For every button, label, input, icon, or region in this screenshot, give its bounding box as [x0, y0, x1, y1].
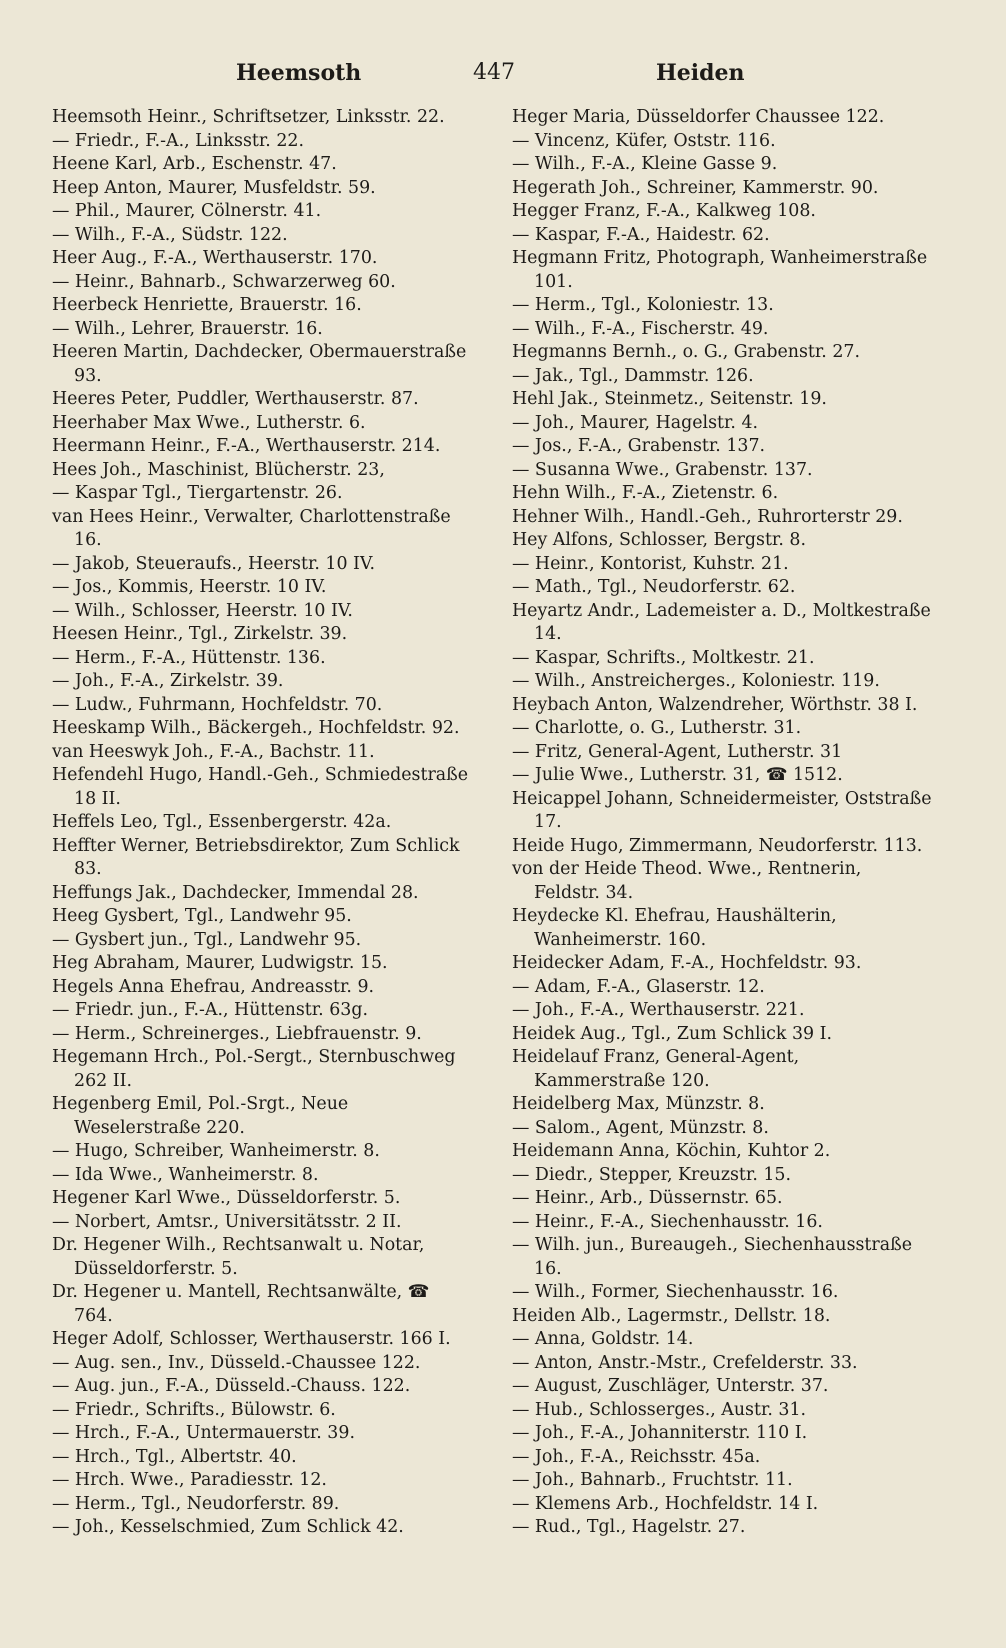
directory-entry: — Herm., Tgl., Neudorferstr. 89.: [52, 1493, 340, 1514]
left-column: [52, 106, 470, 1626]
directory-entry: Heidecker Adam, F.-A., Hochfeldstr. 93.: [512, 953, 862, 973]
directory-entry: — August, Zuschläger, Unterstr. 37.: [512, 1376, 829, 1396]
directory-entry: — Ludw., Fuhrmann, Hochfeldstr. 70.: [52, 694, 383, 715]
directory-entry: — Joh., F.-A., Reichsstr. 45a.: [512, 1446, 761, 1467]
directory-entry: Heybach Anton, Walzendreher, Wörthstr. 38 I.: [512, 694, 918, 715]
directory-entry: Heyartz Andr., Lademeister a. D., Moltkestraße 14.: [512, 600, 931, 644]
directory-entry: — Wilh., F.-A., Südstr. 122.: [52, 224, 288, 245]
directory-entry: — Joh., F.-A., Zirkelstr. 39.: [52, 671, 284, 691]
directory-entry: — Friedr., Schrifts., Bülowstr. 6.: [52, 1399, 336, 1420]
directory-entry: — Adam, F.-A., Glaserstr. 12.: [512, 976, 765, 997]
directory-entry: — Susanna Wwe., Grabenstr. 137.: [512, 459, 813, 480]
directory-entry: — Joh., F.-A., Werthauserstr. 221.: [512, 1000, 805, 1020]
directory-entry: Heidek Aug., Tgl., Zum Schlick 39 I.: [512, 1023, 833, 1044]
directory-entry: — Jakob, Steueraufs., Heerstr. 10 IV.: [52, 553, 375, 574]
directory-entry: Hegenberg Emil, Pol.-Srgt., Neue Weselerstraße 220.: [52, 1094, 349, 1138]
directory-entry: — Heinr., Arb., Düssernstr. 65.: [512, 1188, 783, 1208]
directory-entry: Dr. Hegener u. Mantell, Rechtsanwälte, ☎ 764.: [52, 1282, 430, 1326]
directory-entry: Hegener Karl Wwe., Düsseldorferstr. 5.: [52, 1188, 401, 1208]
page-number: 447: [473, 60, 515, 85]
directory-entry: Hehner Wilh., Handl.-Geh., Ruhrorterstr 29.: [512, 506, 903, 527]
directory-entry: — Diedr., Stepper, Kreuzstr. 15.: [512, 1164, 792, 1185]
directory-entry: — Hrch., F.-A., Untermauerstr. 39.: [52, 1423, 355, 1443]
directory-entry: — Salom., Agent, Münzstr. 8.: [512, 1117, 769, 1138]
page-header: [40, 60, 966, 100]
directory-entry: Heffter Werner, Betriebsdirektor, Zum Schlick 83.: [52, 835, 460, 879]
directory-entry: — Gysbert jun., Tgl., Landwehr 95.: [52, 929, 362, 950]
right-column: [512, 106, 932, 1626]
directory-entry: Hegmann Fritz, Photograph, Wanheimerstraße 101.: [512, 248, 928, 292]
directory-entry: — Wilh., F.-A., Kleine Gasse 9.: [512, 154, 778, 174]
directory-entry: Heffels Leo, Tgl., Essenbergerstr. 42a.: [52, 812, 392, 832]
directory-entry: — Ida Wwe., Wanheimerstr. 8.: [52, 1164, 319, 1185]
directory-entry: — Anton, Anstr.-Mstr., Crefelderstr. 33.: [512, 1352, 858, 1373]
directory-entry: Heide Hugo, Zimmermann, Neudorferstr. 113.: [512, 835, 923, 856]
directory-entry: Heesen Heinr., Tgl., Zirkelstr. 39.: [52, 624, 348, 644]
directory-entry: Hegger Franz, F.-A., Kalkweg 108.: [512, 201, 816, 221]
directory-entry: van Hees Heinr., Verwalter, Charlottenstraße 16.: [52, 506, 451, 550]
directory-entry: — Hub., Schlosserges., Austr. 31.: [512, 1399, 807, 1420]
directory-entry: Heeren Martin, Dachdecker, Obermauerstraße 93.: [52, 342, 467, 386]
directory-entry: Heydecke Kl. Ehefrau, Haushälterin, Wanheimerstr. 160.: [512, 906, 837, 950]
directory-entry: — Joh., Kesselschmied, Zum Schlick 42.: [52, 1517, 404, 1537]
directory-entry: Heeskamp Wilh., Bäckergeh., Hochfeldstr. 92.: [52, 718, 460, 738]
directory-entry: Heicappel Johann, Schneidermeister, Oststraße 17.: [512, 788, 932, 832]
directory-entry: — Herm., F.-A., Hüttenstr. 136.: [52, 647, 326, 668]
directory-entry: — Julie Wwe., Lutherstr. 31, ☎ 1512.: [512, 765, 843, 785]
directory-entry: — Norbert, Amtsr., Universitätsstr. 2 II.: [52, 1211, 402, 1232]
directory-entry: van Heeswyk Joh., F.-A., Bachstr. 11.: [52, 741, 375, 762]
directory-entry: — Hrch. Wwe., Paradiesstr. 12.: [52, 1470, 327, 1490]
directory-entry: Hegerath Joh., Schreiner, Kammerstr. 90.: [512, 177, 879, 198]
directory-entry: — Herm., Schreinerges., Liebfrauenstr. 9.: [52, 1023, 422, 1044]
directory-entry: Dr. Hegener Wilh., Rechtsanwalt u. Notar, Düsseldorferstr. 5.: [52, 1235, 425, 1279]
directory-entry: — Wilh., Former, Siechenhausstr. 16.: [512, 1282, 839, 1302]
directory-entry: — Phil., Maurer, Cölnerstr. 41.: [52, 201, 322, 221]
directory-entry: — Rud., Tgl., Hagelstr. 27.: [512, 1517, 746, 1537]
directory-entry: — Fritz, General-Agent, Lutherstr. 31: [512, 741, 843, 762]
directory-entry: — Math., Tgl., Neudorferstr. 62.: [512, 577, 796, 597]
directory-entry: Heidelauf Franz, General-Agent, Kammerstraße 120.: [512, 1047, 800, 1091]
directory-entry: Heidemann Anna, Köchin, Kuhtor 2.: [512, 1141, 831, 1161]
directory-entry: — Jak., Tgl., Dammstr. 126.: [512, 365, 754, 386]
directory-entry: Hehl Jak., Steinmetz., Seitenstr. 19.: [512, 389, 827, 409]
directory-entry: Heiden Alb., Lagermstr., Dellstr. 18.: [512, 1305, 831, 1326]
directory-entry: — Hugo, Schreiber, Wanheimerstr. 8.: [52, 1141, 380, 1161]
directory-entry: Heger Adolf, Schlosser, Werthauserstr. 166 I.: [52, 1329, 451, 1349]
directory-entry: — Wilh., F.-A., Fischerstr. 49.: [512, 318, 769, 339]
directory-entry: Hefendehl Hugo, Handl.-Geh., Schmiedestraße 18 II.: [52, 765, 469, 809]
directory-entry: — Anna, Goldstr. 14.: [512, 1329, 694, 1349]
running-head-right: Heiden: [656, 60, 745, 86]
directory-entry: — Charlotte, o. G., Lutherstr. 31.: [512, 718, 802, 738]
directory-entry: Heeg Gysbert, Tgl., Landwehr 95.: [52, 906, 352, 926]
directory-entry: Heffungs Jak., Dachdecker, Immendal 28.: [52, 882, 419, 903]
directory-entry: — Herm., Tgl., Koloniestr. 13.: [512, 295, 774, 315]
directory-entry: — Joh., Maurer, Hagelstr. 4.: [512, 412, 759, 433]
directory-entry: — Aug. jun., F.-A., Düsseld.-Chauss. 122.: [52, 1376, 411, 1396]
directory-entry: — Heinr., F.-A., Siechenhausstr. 16.: [512, 1211, 823, 1232]
running-head-left: Heemsoth: [236, 60, 362, 86]
directory-entry: Heemsoth Heinr., Schriftsetzer, Linksstr. 22.: [52, 107, 445, 127]
directory-entry: — Wilh. jun., Bureaugeh., Siechenhausstraße 16.: [512, 1235, 913, 1279]
directory-entry: — Friedr. jun., F.-A., Hüttenstr. 63g.: [52, 1000, 369, 1020]
directory-entry: — Friedr., F.-A., Linksstr. 22.: [52, 130, 304, 151]
directory-entry: — Kaspar, Schrifts., Moltkestr. 21.: [512, 647, 815, 668]
directory-entry: Heer Aug., F.-A., Werthauserstr. 170.: [52, 248, 378, 268]
directory-entry: Hees Joh., Maschinist, Blücherstr. 23,: [52, 459, 385, 480]
directory-entry: — Klemens Arb., Hochfeldstr. 14 I.: [512, 1493, 819, 1514]
directory-entry: — Heinr., Bahnarb., Schwarzerweg 60.: [52, 271, 396, 292]
directory-entry: — Heinr., Kontorist, Kuhstr. 21.: [512, 553, 789, 574]
directory-entry: Heerhaber Max Wwe., Lutherstr. 6.: [52, 412, 366, 433]
directory-entry: Hehn Wilh., F.-A., Zietenstr. 6.: [512, 483, 779, 503]
directory-entry: Hegels Anna Ehefrau, Andreasstr. 9.: [52, 976, 375, 997]
directory-entry: — Joh., Bahnarb., Fruchtstr. 11.: [512, 1470, 793, 1490]
directory-entry: — Aug. sen., Inv., Düsseld.-Chaussee 122.: [52, 1352, 421, 1373]
directory-entry: Heidelberg Max, Münzstr. 8.: [512, 1094, 765, 1114]
directory-entry: — Wilh., Anstreicherges., Koloniestr. 119.: [512, 671, 880, 691]
directory-entry: von der Heide Theod. Wwe., Rentnerin, Feldstr. 34.: [512, 859, 862, 903]
directory-entry: Heerbeck Henriette, Brauerstr. 16.: [52, 295, 362, 315]
directory-entry: — Wilh., Schlosser, Heerstr. 10 IV.: [52, 600, 353, 621]
directory-entry: — Hrch., Tgl., Albertstr. 40.: [52, 1446, 297, 1467]
directory-entry: — Joh., F.-A., Johanniterstr. 110 I.: [512, 1423, 808, 1443]
directory-entry: Heene Karl, Arb., Eschenstr. 47.: [52, 154, 337, 174]
directory-entry: Hey Alfons, Schlosser, Bergstr. 8.: [512, 530, 806, 550]
directory-entry: — Kaspar, F.-A., Haidestr. 62.: [512, 224, 770, 245]
directory-entry: Heermann Heinr., F.-A., Werthauserstr. 214.: [52, 436, 441, 456]
directory-entry: Hegmanns Bernh., o. G., Grabenstr. 27.: [512, 342, 860, 362]
directory-entry: — Kaspar Tgl., Tiergartenstr. 26.: [52, 483, 343, 503]
directory-entry: Heger Maria, Düsseldorfer Chaussee 122.: [512, 107, 885, 127]
directory-entry: Heep Anton, Maurer, Musfeldstr. 59.: [52, 177, 376, 198]
directory-entry: Hegemann Hrch., Pol.-Sergt., Sternbuschweg 262 II.: [52, 1047, 456, 1091]
directory-entry: — Jos., F.-A., Grabenstr. 137.: [512, 436, 766, 456]
directory-entry: — Vincenz, Küfer, Oststr. 116.: [512, 130, 776, 151]
directory-entry: — Jos., Kommis, Heerstr. 10 IV.: [52, 577, 327, 597]
directory-entry: — Wilh., Lehrer, Brauerstr. 16.: [52, 318, 323, 339]
directory-entry: Heeres Peter, Puddler, Werthauserstr. 87.: [52, 389, 419, 409]
directory-entry: Heg Abraham, Maurer, Ludwigstr. 15.: [52, 953, 388, 973]
